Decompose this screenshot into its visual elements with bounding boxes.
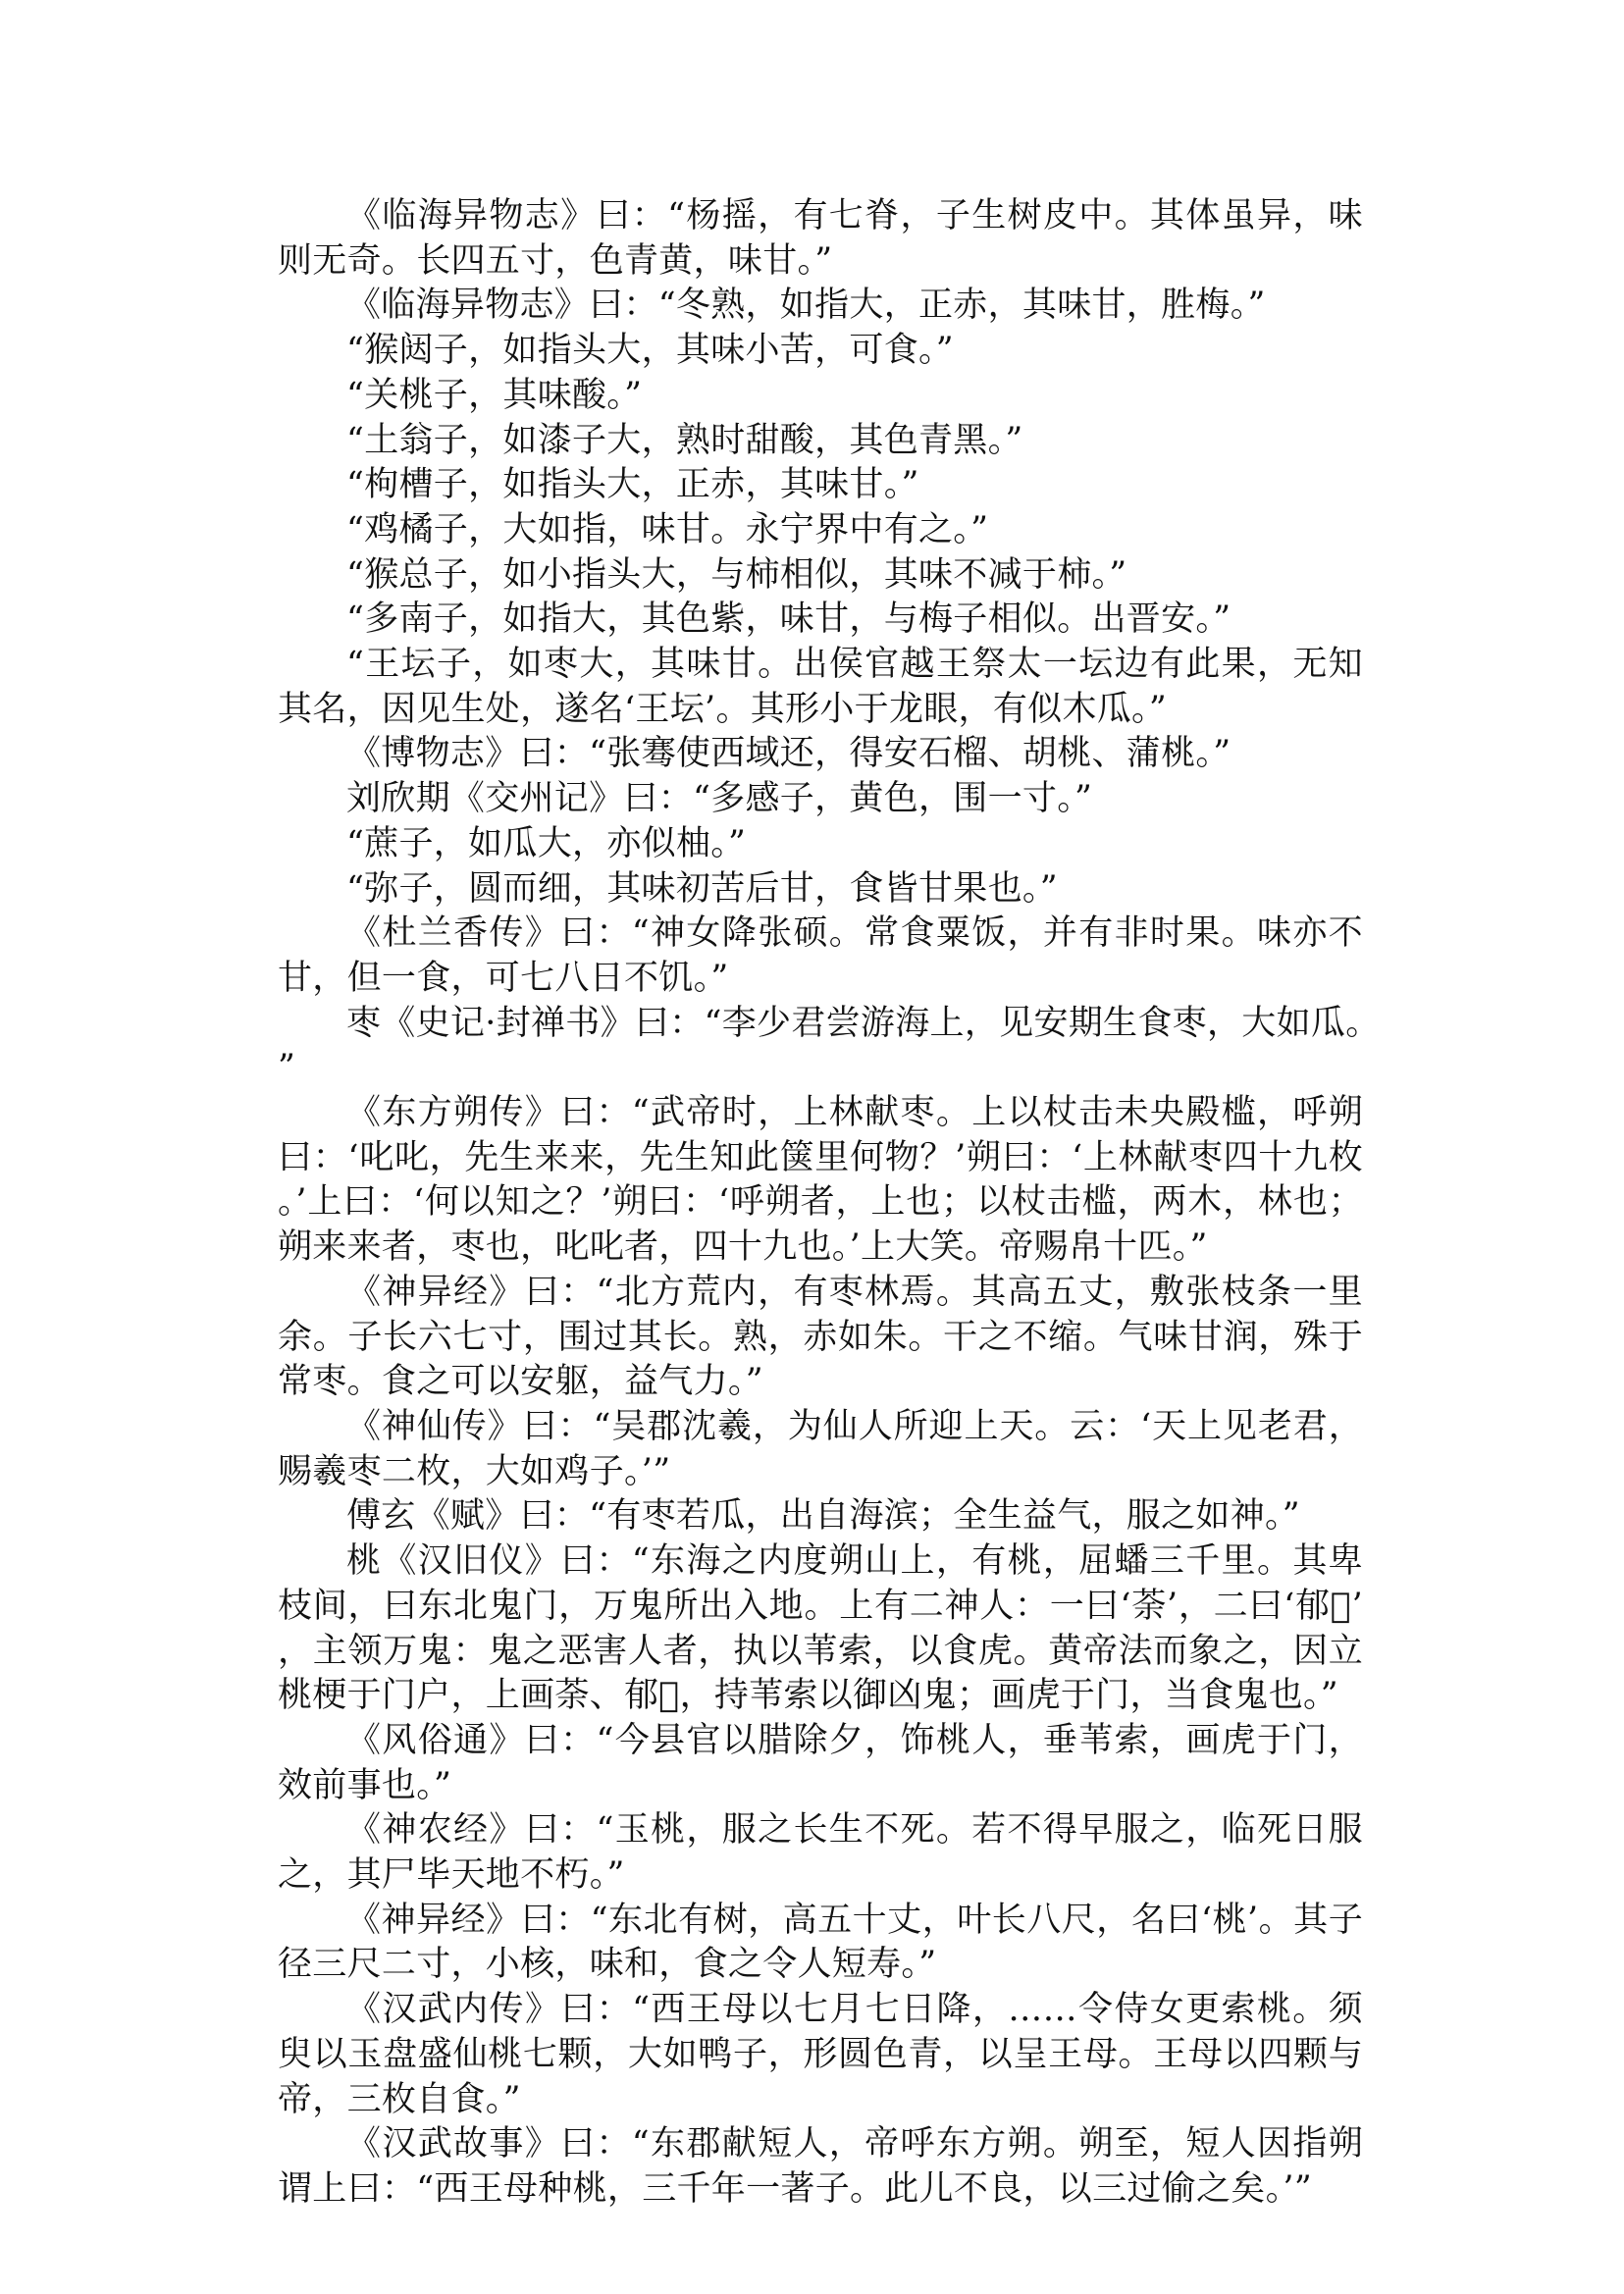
paragraph: 桃《汉旧仪》曰：“东海之内度朔山上，有桃，屈蟠三千里。其卑枝间，曰东北鬼门，万鬼所出入地。上有二神人：一曰‘荼’，二曰‘郁𡐂’，主领万鬼：鬼之恶害人者，执以苇索，以食虎。黄帝法而象之，因立桃梗于门户，上画荼、郁𡐂，持苇索以御凶鬼；画虎于门，当食鬼也。” [278,1541,1363,1716]
paragraph: 《东方朔传》曰：“武帝时，上林献枣。上以杖击未央殿槛，呼朔曰：‘叱叱，先生来来，先生知此箧里何物？’朔曰：‘上林献枣四十九枚。’上曰：‘何以知之？’朔曰：‘呼朔者，上也；以杖击槛，两木，林也；朔来来者，枣也，叱叱者，四十九也。’上大笑。帝赐帛十匹。” [278,1093,1363,1268]
paragraph: “鸡橘子，大如指，味甘。永宁界中有之。” [346,509,989,549]
paragraph: “土翁子，如漆子大，熟时甜酸，其色青黑。” [346,420,1023,460]
paragraph: 《杜兰香传》曰：“神女降张硕。常食粟饭，并有非时果。味亦不甘，但一食，可七八日不饥。” [278,913,1363,998]
paragraph: 《临海异物志》曰：“杨摇，有七脊，子生树皮中。其体虽异，味则无奇。长四五寸，色青黄，味甘。” [278,196,1363,281]
paragraph: 《汉武内传》曰：“西王母以七月七日降，……令侍女更索桃。须臾以玉盘盛仙桃七颗，大如鸭子，形圆色青，以呈王母。王母以四颗与帝，三枚自食。” [278,1990,1363,2119]
paragraph: 《神异经》曰：“东北有树，高五十丈，叶长八尺，名曰‘桃’。其子径三尺二寸，小核，味和，食之令人短寿。” [278,1900,1363,1985]
paragraph: 《临海异物志》曰：“冬熟，如指大，正赤，其味甘，胜梅。” [346,286,1266,326]
paragraph: 《风俗通》曰：“今县官以腊除夕，饰桃人，垂苇索，画虎于门，效前事也。” [278,1720,1363,1805]
paragraph: 《神仙传》曰：“吴郡沈羲，为仙人所迎上天。云：‘天上见老君，赐羲枣二枚，大如鸡子。’” [278,1406,1363,1491]
paragraph: 《神农经》曰：“玉桃，服之长生不死。若不得早服之，临死日服之，其尸毕天地不朽。” [278,1810,1363,1896]
paragraph: “关桃子，其味酸。” [346,375,643,415]
paragraph: “弥子，圆而细，其味初苦后甘，食皆甘果也。” [346,868,1058,909]
paragraph: 傅玄《赋》曰：“有枣若瓜，出自海滨；全生益气，服之如神。” [346,1496,1300,1537]
paragraph: 刘欣期《交州记》曰：“多感子，黄色，围一寸。” [346,779,1093,819]
paragraph: “猴总子，如小指头大，与柿相似，其味不减于柿。” [346,554,1127,595]
paragraph: “枸槽子，如指头大，正赤，其味甘。” [346,465,919,505]
paragraph: “猴闼子，如指头大，其味小苦，可食。” [346,331,954,371]
paragraph: 《神异经》曰：“北方荒内，有枣林焉。其高五丈，敷张枝条一里余。子长六七寸，围过其长。熟，赤如朱。干之不缩。气味甘润，殊于常枣。食之可以安躯，益气力。” [278,1272,1363,1402]
paragraph: 《博物志》曰：“张骞使西域还，得安石榴、胡桃、蒲桃。” [346,734,1231,774]
paragraph: 《汉武故事》曰：“东郡献短人，帝呼东方朔。朔至，短人因指朔谓上曰：“西王母种桃，三千年一著子。此儿不良，以三过偷之矣。’” [278,2124,1363,2209]
text-body [278,194,1363,2213]
paragraph: “蔗子，如瓜大，亦似柚。” [346,823,747,863]
paragraph: “王坛子，如枣大，其味甘。出侯官越王祭太一坛边有此果，无知其名，因见生处，遂名‘王坛’。其形小于龙眼，有似木瓜。” [278,645,1363,729]
paragraph: “多南子，如指大，其色紫，味甘，与梅子相似。出晋安。” [346,600,1231,640]
paragraph: 枣《史记·封禅书》曰：“李少君尝游海上，见安期生食枣，大如瓜。” [278,1003,1363,1088]
